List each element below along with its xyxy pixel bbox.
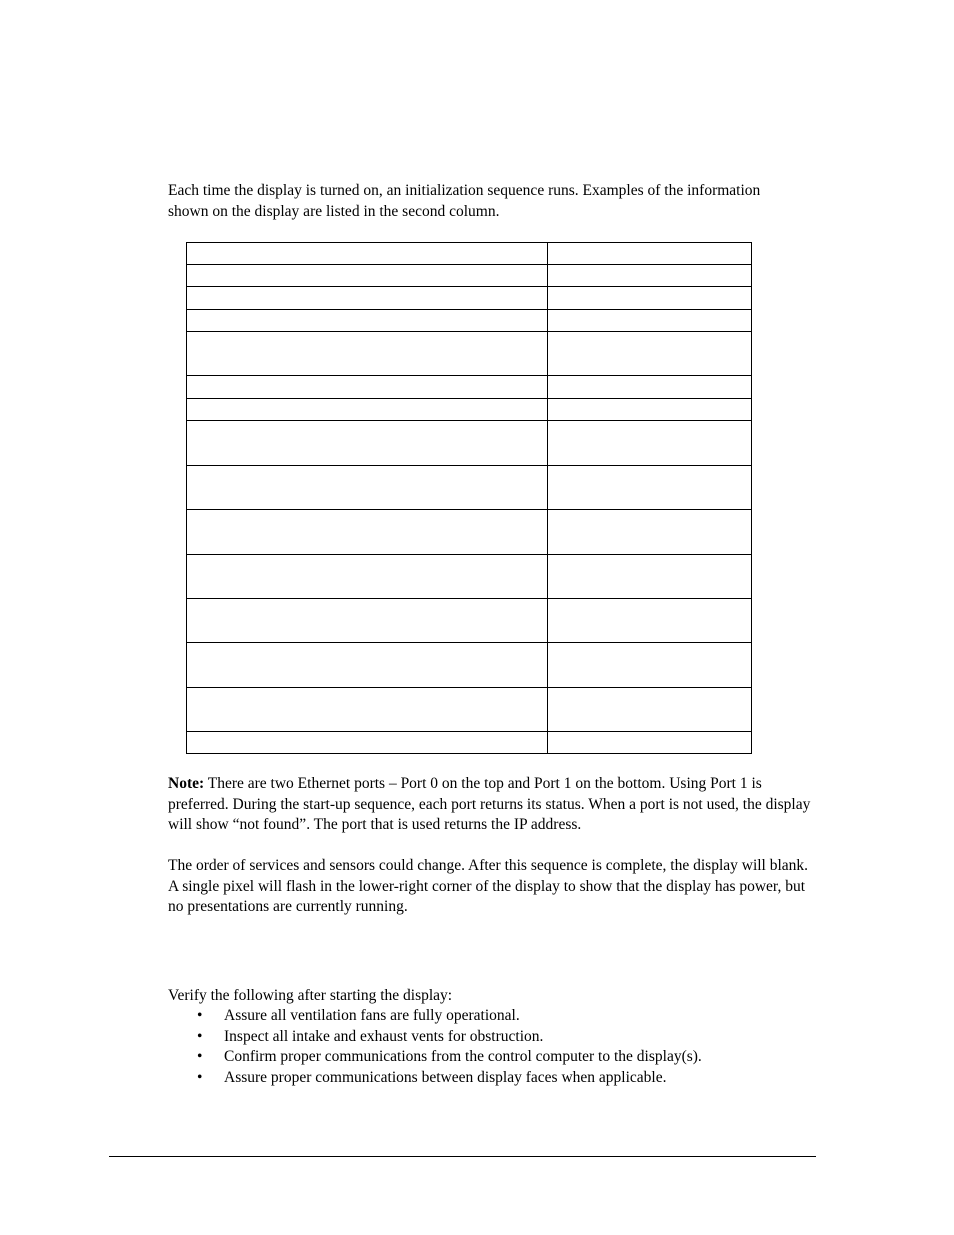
list-item: • Confirm proper communications from the control computer to the display(s).: [224, 1047, 804, 1068]
table-row: [187, 287, 752, 310]
table-row: [187, 643, 752, 688]
table-row: [187, 555, 752, 599]
intro-paragraph: Each time the display is turned on, an initialization sequence runs. Examples of the information shown on the display are listed in the second column.: [168, 182, 761, 220]
info-cell: [548, 732, 752, 754]
note-paragraph: [168, 774, 818, 836]
info-cell: [548, 310, 752, 332]
table-row: [187, 399, 752, 421]
table-row: [187, 466, 752, 510]
table-row: [187, 243, 752, 265]
info-cell: [548, 265, 752, 287]
step-cell: [187, 510, 548, 555]
note-label: Note:: [168, 775, 205, 792]
note-text: There are two Ethernet ports – Port 0 on the top and Port 1 on the bottom. Using Port 1 is preferred. During the start-up sequence, each port returns its status. When a port is not used, the display will show “not found”. The port that is used returns the IP address.: [168, 775, 811, 834]
info-cell: [548, 399, 752, 421]
info-cell: [548, 466, 752, 510]
info-cell: [548, 555, 752, 599]
step-cell: [187, 466, 548, 510]
table-row: [187, 510, 752, 555]
info-cell: [548, 643, 752, 688]
info-cell: [548, 332, 752, 376]
table-row: [187, 265, 752, 287]
table-row: [187, 688, 752, 732]
initialization-sequence-table: [186, 242, 752, 754]
step-cell: [187, 555, 548, 599]
footer-divider: [109, 1156, 816, 1157]
table-row: [187, 376, 752, 399]
step-cell: [187, 265, 548, 287]
sequence-order-paragraph: The order of services and sensors could change. After this sequence is complete, the display will blank. A single pixel will flash in the lower-right corner of the display to show that the display has power, but no presentations are currently running.: [168, 857, 809, 916]
info-cell: [548, 421, 752, 466]
step-cell: [187, 421, 548, 466]
step-cell: [187, 732, 548, 754]
table-row: [187, 332, 752, 376]
step-cell: [187, 688, 548, 732]
list-item: • Inspect all intake and exhaust vents for obstruction.: [224, 1027, 804, 1048]
info-cell: [548, 599, 752, 643]
list-item: • Assure all ventilation fans are fully operational.: [224, 1006, 804, 1027]
step-cell: [187, 643, 548, 688]
info-cell: [548, 376, 752, 399]
info-cell: [548, 287, 752, 310]
verify-intro: Verify the following after starting the display:: [168, 987, 453, 1004]
list-item: • Assure proper communications between display faces when applicable.: [224, 1068, 804, 1089]
info-cell: [548, 243, 752, 265]
step-cell: [187, 243, 548, 265]
step-cell: [187, 310, 548, 332]
table-row: [187, 310, 752, 332]
step-cell: [187, 376, 548, 399]
verification-checklist: [224, 1006, 804, 1088]
info-cell: [548, 510, 752, 555]
step-cell: [187, 399, 548, 421]
table-row: [187, 421, 752, 466]
step-cell: [187, 599, 548, 643]
step-cell: [187, 332, 548, 376]
info-cell: [548, 688, 752, 732]
step-cell: [187, 287, 548, 310]
table-row: [187, 732, 752, 754]
table-row: [187, 599, 752, 643]
